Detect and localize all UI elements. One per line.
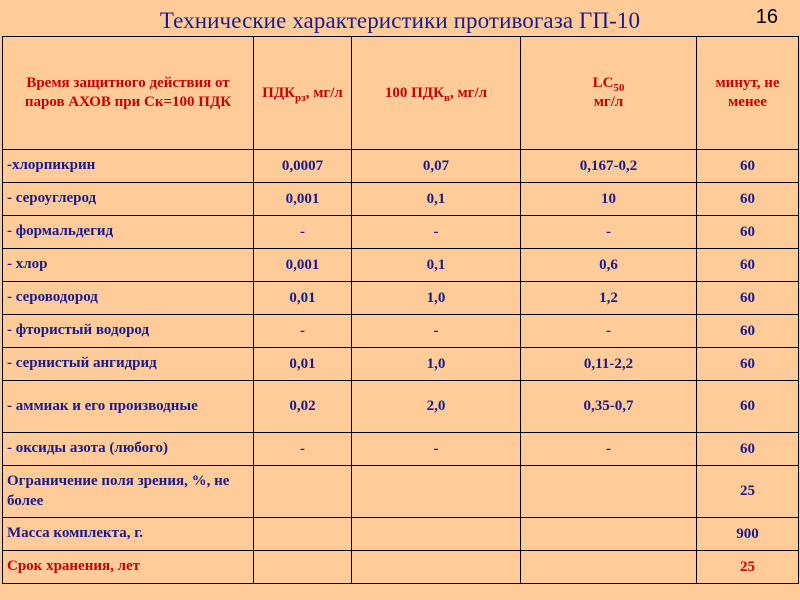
specs-table — [2, 36, 799, 584]
header-protection-time — [3, 37, 254, 150]
header-minutes — [697, 37, 799, 150]
cell-pdk-rz — [254, 518, 352, 551]
table-row — [3, 433, 799, 466]
cell-pdk-rz — [254, 551, 352, 584]
cell-lc50: 0,6 — [521, 249, 697, 282]
cell-lc50: 0,35-0,7 — [521, 381, 697, 433]
cell-minutes: 25 — [697, 466, 799, 518]
cell-100-pdk-v: - — [352, 315, 521, 348]
cell-minutes: 60 — [697, 150, 799, 183]
cell-100-pdk-v — [352, 518, 521, 551]
cell-pdk-rz — [254, 466, 352, 518]
header-pdk-rz-sub: рз — [295, 91, 306, 104]
cell-100-pdk-v — [352, 551, 521, 584]
table-row — [3, 551, 799, 584]
cell-minutes: 60 — [697, 183, 799, 216]
cell-minutes: 60 — [697, 348, 799, 381]
cell-lc50 — [521, 518, 697, 551]
header-100-pdk-v — [352, 37, 521, 150]
cell-lc50: 0,167-0,2 — [521, 150, 697, 183]
cell-100-pdk-v: 0,1 — [352, 249, 521, 282]
header-minutes-label: минут, не менее — [715, 75, 780, 110]
table-row — [3, 381, 799, 433]
cell-pdk-rz: - — [254, 216, 352, 249]
cell-minutes: 900 — [697, 518, 799, 551]
header-lc50-main: LC — [592, 75, 614, 92]
row-name: - сероводород — [3, 282, 254, 315]
cell-lc50 — [521, 466, 697, 518]
cell-pdk-rz: 0,001 — [254, 183, 352, 216]
cell-100-pdk-v: 0,1 — [352, 183, 521, 216]
cell-pdk-rz: - — [254, 315, 352, 348]
cell-pdk-rz: 0,0007 — [254, 150, 352, 183]
header-lc50 — [521, 37, 697, 150]
row-name: - хлор — [3, 249, 254, 282]
cell-pdk-rz: - — [254, 433, 352, 466]
cell-100-pdk-v: - — [352, 216, 521, 249]
table-row — [3, 150, 799, 183]
cell-lc50: - — [521, 315, 697, 348]
header-protection-time-label: Время защитного действия от паров АХОВ при Ск=100 ПДК — [24, 75, 232, 110]
header-lc50-sub: 50 — [613, 82, 625, 95]
table-row — [3, 282, 799, 315]
cell-lc50 — [521, 551, 697, 584]
table-row — [3, 183, 799, 216]
table-row — [3, 348, 799, 381]
row-name: - фтористый водород — [3, 315, 254, 348]
table-row — [3, 315, 799, 348]
cell-lc50: 10 — [521, 183, 697, 216]
header-pdk-rz — [254, 37, 352, 150]
cell-minutes: 60 — [697, 282, 799, 315]
table-row — [3, 466, 799, 518]
row-name: Ограничение поля зрения, %, не более — [3, 466, 254, 518]
header-100-pdk-v-main: 100 ПДК — [384, 84, 445, 101]
row-name: Масса комплекта, г. — [3, 518, 254, 551]
cell-pdk-rz: 0,02 — [254, 381, 352, 433]
row-name: - аммиак и его производные — [3, 381, 254, 433]
cell-minutes: 60 — [697, 433, 799, 466]
cell-100-pdk-v: 1,0 — [352, 282, 521, 315]
table-row — [3, 249, 799, 282]
header-100-pdk-v-tail: , мг/л — [449, 84, 488, 101]
cell-minutes: 60 — [697, 315, 799, 348]
table-row — [3, 518, 799, 551]
cell-minutes: 25 — [697, 551, 799, 584]
row-name: - сернистый ангидрид — [3, 348, 254, 381]
cell-100-pdk-v — [352, 466, 521, 518]
table-header-row — [3, 37, 799, 150]
cell-minutes: 60 — [697, 381, 799, 433]
header-100-pdk-v-sub: в — [444, 91, 450, 104]
cell-pdk-rz: 0,01 — [254, 282, 352, 315]
header-lc50-tail: мг/л — [593, 94, 624, 110]
row-name: -хлорпикрин — [3, 150, 254, 183]
slide-title: Технические характеристики противогаза ГП-10 — [159, 8, 641, 33]
header-pdk-rz-main: ПДК — [262, 84, 296, 101]
cell-100-pdk-v: - — [352, 433, 521, 466]
row-name: - формальдегид — [3, 216, 254, 249]
row-name: Срок хранения, лет — [3, 551, 254, 584]
cell-lc50: - — [521, 433, 697, 466]
cell-100-pdk-v: 1,0 — [352, 348, 521, 381]
cell-pdk-rz: 0,001 — [254, 249, 352, 282]
header-pdk-rz-tail: , мг/л — [305, 84, 343, 101]
cell-lc50: 0,11-2,2 — [521, 348, 697, 381]
cell-100-pdk-v: 0,07 — [352, 150, 521, 183]
table-row — [3, 216, 799, 249]
slide-number: 16 — [755, 6, 778, 28]
cell-minutes: 60 — [697, 249, 799, 282]
row-name: - сероуглерод — [3, 183, 254, 216]
cell-pdk-rz: 0,01 — [254, 348, 352, 381]
cell-lc50: - — [521, 216, 697, 249]
cell-lc50: 1,2 — [521, 282, 697, 315]
row-name: - оксиды азота (любого) — [3, 433, 254, 466]
cell-100-pdk-v: 2,0 — [352, 381, 521, 433]
cell-minutes: 60 — [697, 216, 799, 249]
